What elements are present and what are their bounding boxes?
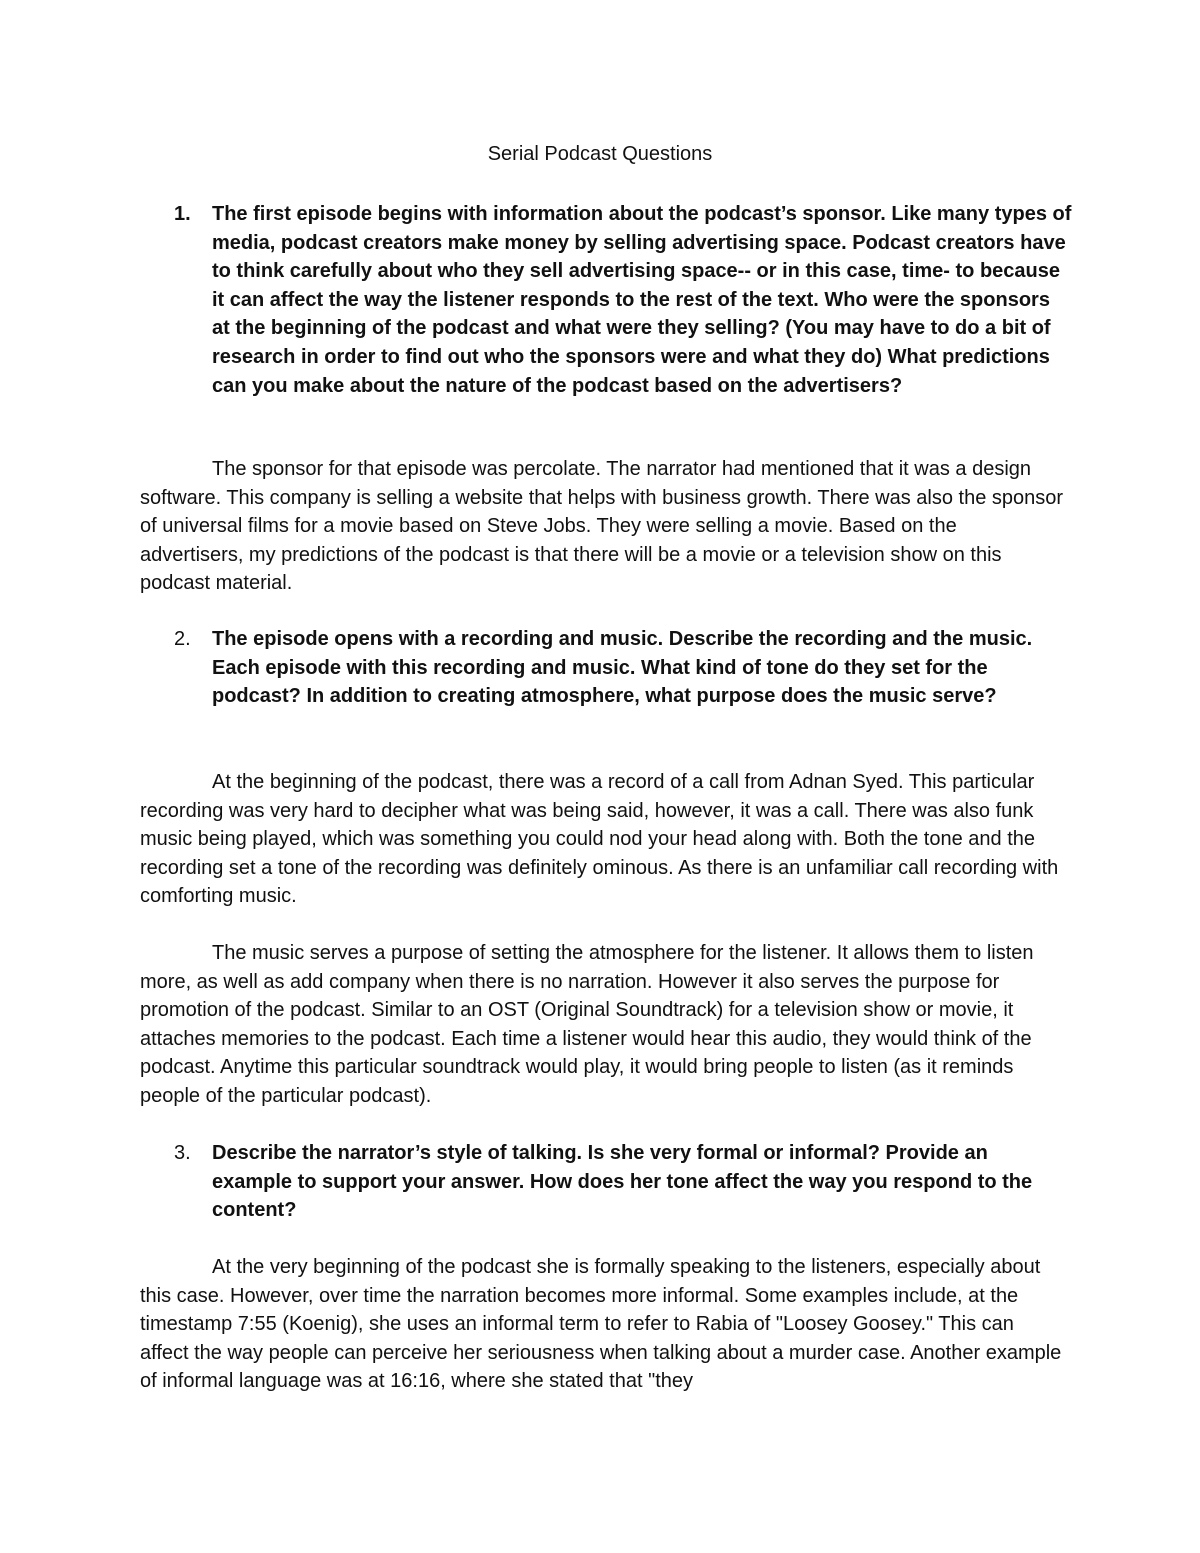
question-1-text: The first episode begins with information about the podcast’s sponsor. Like many types of media, podcast creators make money by selling advertising space. Podcast creators have to think carefully about who they sell advertising space-- or in this case, time- to because it can affect the way the listener responds to the rest of the text. Who were the sponsors at the beginning of the podcast and what were they selling? (You may have to do a bit of research in order to find out who the sponsors were and what they do) What predictions can you make about the nature of the podcast based on the advertisers? bbox=[212, 203, 1072, 397]
answer-2-paragraph-2: The music serves a purpose of setting the atmosphere for the listener. It allows them to listen more, as well as add company when there is no narration. However it also serves the purpose for promotion of the podcast. Similar to an OST (Original Soundtrack) for a television show or movie, it attaches memories to the podcast. Each time a listener would hear this audio, they would think of the podcast. Anytime this particular soundtrack would play, it would bring people to listen (as it reminds people of the particular podcast). bbox=[140, 942, 1034, 1107]
answer-1-paragraph-1: The sponsor for that episode was percolate. The narrator had mentioned that it was a design software. This company is selling a website that helps with business growth. There was also the sponsor of universal films for a movie based on Steve Jobs. They were selling a movie. Based on the advertisers, my predictions of the podcast is that there will be a movie or a television show on this podcast material. bbox=[140, 458, 1064, 595]
answer-2-paragraph-1: At the beginning of the podcast, there was a record of a call from Adnan Syed. This particular recording was very hard to decipher what was being said, however, it was a call. There was also funk music being played, which was something you could nod your head along with. Both the tone and the recording set a tone of the recording was definitely ominous. As there is an unfamiliar call recording with comforting music. bbox=[140, 771, 1059, 908]
document-title: Serial Podcast Questions bbox=[487, 143, 713, 165]
question-3-number: 3. bbox=[174, 1142, 191, 1164]
question-1-number: 1. bbox=[174, 203, 191, 225]
answer-3-paragraph-1: At the very beginning of the podcast she is formally speaking to the listeners, especially about this case. However, over time the narration becomes more informal. Some examples include, at the timestamp 7:55 (Koenig), she uses an informal term to refer to Rabia of "Loosey Goosey." This can affect the way people can perceive her seriousness when talking about a murder case. Another example of informal language was at 16:16, where she stated that "they bbox=[140, 1256, 1062, 1393]
question-3-text: Describe the narrator’s style of talking. Is she very formal or informal? Provide an example to support your answer. How does her tone affect the way you respond to the content? bbox=[212, 1142, 1033, 1222]
question-2-text: The episode opens with a recording and music. Describe the recording and the music. Each episode with this recording and music. What kind of tone do they set for the podcast? In addition to creating atmosphere, what purpose does the music serve? bbox=[212, 628, 1033, 708]
question-2-number: 2. bbox=[174, 628, 191, 650]
